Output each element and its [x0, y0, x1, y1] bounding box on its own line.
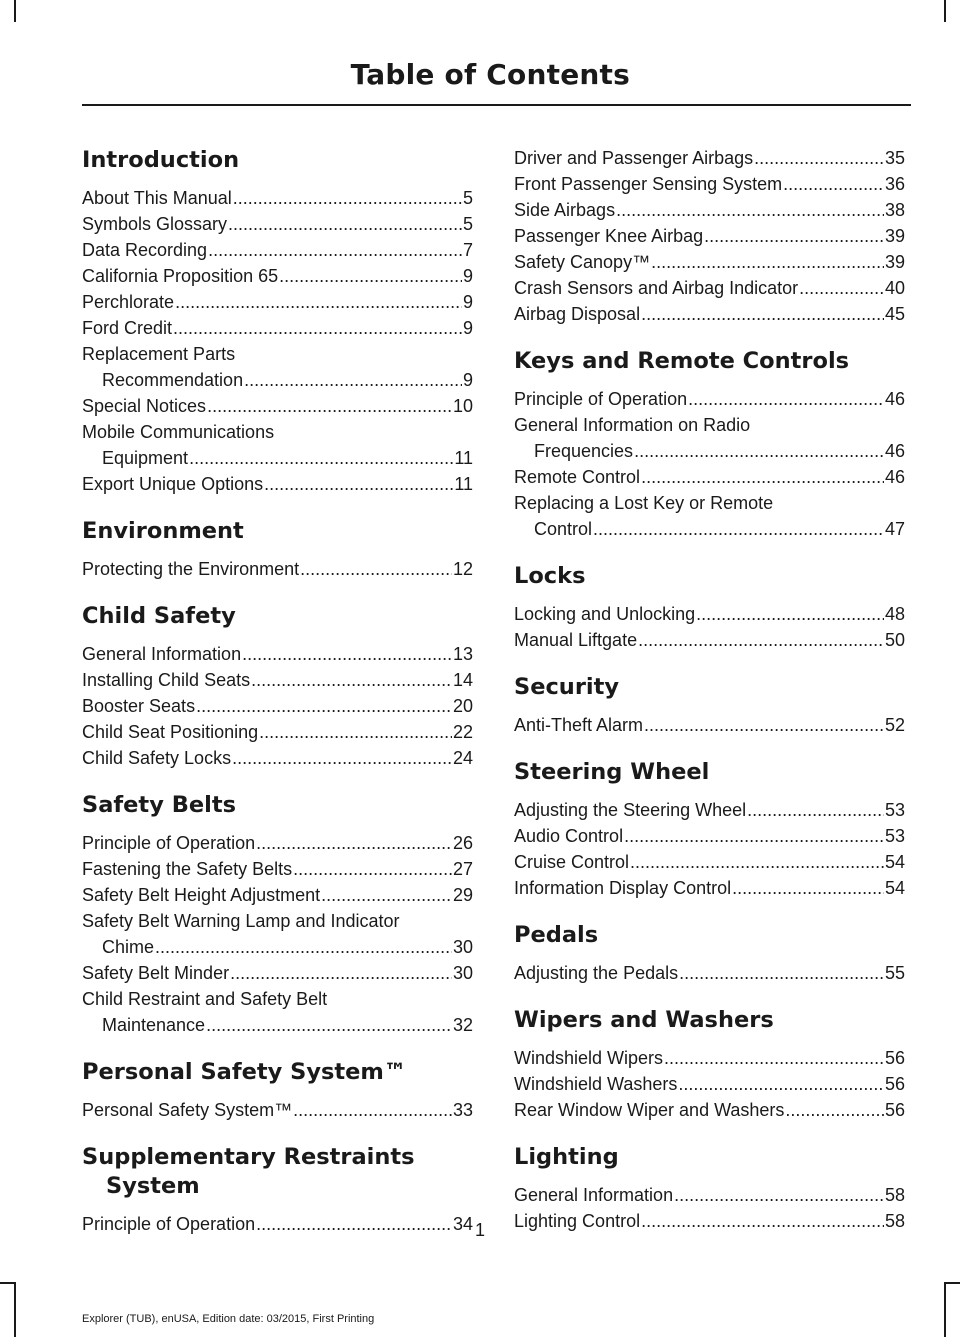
- toc-entry-windshield-wipers[interactable]: [514, 1045, 905, 1071]
- toc-entry-protecting-the-environment[interactable]: [82, 556, 473, 582]
- dot-leader: [641, 301, 884, 327]
- entry-title: Safety Belt Warning Lamp and Indicator: [82, 911, 400, 931]
- page-number: 1: [474, 1220, 485, 1240]
- entry-title: General Information: [82, 644, 242, 664]
- entry-page-number: 34: [452, 1214, 473, 1234]
- dot-leader: [644, 712, 884, 738]
- toc-entry-adjusting-the-pedals[interactable]: [514, 960, 905, 986]
- toc-entry-booster-seats[interactable]: [82, 693, 473, 719]
- toc-entry-driver-and-passenger-airbags[interactable]: [514, 145, 905, 171]
- entry-title: Adjusting the Steering Wheel: [514, 800, 747, 820]
- toc-section-child-safety: [82, 602, 473, 771]
- entry-title: Windshield Washers: [514, 1074, 678, 1094]
- toc-entry-anti-theft-alarm[interactable]: [514, 712, 905, 738]
- entry-title: Windshield Wipers: [514, 1048, 664, 1068]
- entry-page-number: 35: [884, 148, 905, 168]
- entry-page-number: 56: [884, 1074, 905, 1094]
- entry-title: Information Display Control: [514, 878, 732, 898]
- dot-leader: [754, 145, 884, 171]
- crop-mark-bottom-right-h: [944, 1282, 960, 1284]
- entry-page-number: 30: [452, 937, 473, 957]
- dot-leader: [251, 667, 452, 693]
- entry-title: Safety Belt Minder: [82, 963, 230, 983]
- entry-title: Crash Sensors and Airbag Indicator: [514, 278, 799, 298]
- entry-title: Driver and Passenger Airbags: [514, 148, 754, 168]
- section-heading: [514, 921, 905, 950]
- dot-leader: [155, 934, 452, 960]
- section-heading: [514, 673, 905, 702]
- entry-page-number: 14: [452, 670, 473, 690]
- entry-page-number: 11: [454, 448, 473, 468]
- section-heading: [82, 146, 473, 175]
- entry-title: Control: [534, 519, 593, 539]
- entry-title: California Proposition 65: [82, 266, 279, 286]
- dot-leader: [206, 1012, 452, 1038]
- entry-page-number: 58: [884, 1211, 905, 1231]
- toc-section-personal-safety-system: [82, 1058, 473, 1123]
- entry-title: Front Passenger Sensing System: [514, 174, 783, 194]
- entry-page-number: 39: [884, 252, 905, 272]
- toc-entry-front-passenger-sensing-system[interactable]: [514, 171, 905, 197]
- entry-page-number: 26: [452, 833, 473, 853]
- toc-entry-general-information[interactable]: [82, 641, 473, 667]
- dot-leader: [732, 875, 884, 901]
- section-heading: [514, 562, 905, 591]
- toc-section-security: [514, 673, 905, 738]
- entry-page-number: 50: [884, 630, 905, 650]
- dot-leader: [293, 1097, 452, 1123]
- entry-title: Personal Safety System™: [82, 1100, 293, 1120]
- toc-entry-remote-control[interactable]: [514, 464, 905, 490]
- toc-entry-side-airbags[interactable]: [514, 197, 905, 223]
- entry-title: Principle of Operation: [82, 833, 256, 853]
- toc-entry-fastening-the-safety-belts[interactable]: [82, 856, 473, 882]
- entry-page-number: 39: [884, 226, 905, 246]
- crop-mark-top-right: [944, 0, 946, 22]
- entry-page-number: 45: [884, 304, 905, 324]
- dot-leader: [242, 641, 452, 667]
- entry-title: Chime: [102, 937, 155, 957]
- toc-section-environment: [82, 517, 473, 582]
- entry-page-number: 40: [884, 278, 905, 298]
- entry-title: Recommendation: [102, 370, 244, 390]
- dot-leader: [259, 719, 452, 745]
- toc-entry-rear-window-wiper-and-washers[interactable]: [514, 1097, 905, 1123]
- dot-leader: [783, 171, 884, 197]
- toc-section-introduction: [82, 146, 473, 497]
- entry-page-number: 20: [452, 696, 473, 716]
- section-heading-text: Safety Belts: [82, 792, 236, 818]
- toc-entry-adjusting-the-steering-wheel[interactable]: [514, 797, 905, 823]
- entry-page-number: 58: [884, 1185, 905, 1205]
- entry-page-number: 22: [452, 722, 473, 742]
- dot-leader: [679, 960, 884, 986]
- entry-page-number: 46: [884, 441, 905, 461]
- toc-section-continued: [514, 145, 905, 327]
- crop-mark-top-left: [14, 0, 16, 22]
- title-divider: [82, 104, 911, 106]
- toc-entry-principle-of-operation[interactable]: [514, 386, 905, 412]
- dot-leader: [321, 882, 452, 908]
- entry-page-number: 56: [884, 1100, 905, 1120]
- entry-title: Remote Control: [514, 467, 641, 487]
- entry-title: Booster Seats: [82, 696, 196, 716]
- entry-page-number: 27: [452, 859, 473, 879]
- entry-title: Fastening the Safety Belts: [82, 859, 293, 879]
- toc-entry-windshield-washers[interactable]: [514, 1071, 905, 1097]
- dot-leader: [232, 745, 452, 771]
- entry-title: Ford Credit: [82, 318, 173, 338]
- dot-leader: [638, 627, 884, 653]
- entry-page-number: 24: [452, 748, 473, 768]
- entry-page-number: 52: [884, 715, 905, 735]
- entry-page-number: 53: [884, 826, 905, 846]
- toc-section-steering-wheel: [514, 758, 905, 901]
- dot-leader: [688, 386, 884, 412]
- section-heading-text: Environment: [82, 518, 244, 544]
- section-heading: [514, 1143, 905, 1172]
- dot-leader: [264, 471, 453, 497]
- entry-page-number: 36: [884, 174, 905, 194]
- entry-title: Replacement Parts: [82, 344, 236, 364]
- toc-left-column: [82, 146, 473, 1237]
- dot-leader: [696, 601, 884, 627]
- toc-right-column: [514, 145, 905, 1234]
- dot-leader: [785, 1097, 884, 1123]
- section-heading-text: Personal Safety System™: [82, 1059, 407, 1085]
- entry-title: Anti-Theft Alarm: [514, 715, 644, 735]
- entry-page-number: 46: [884, 467, 905, 487]
- entry-title: About This Manual: [82, 188, 232, 208]
- toc-entry-crash-sensors-and-airbag-indicator[interactable]: [514, 275, 905, 301]
- toc-section-locks: [514, 562, 905, 653]
- crop-mark-bottom-right-v: [944, 1282, 946, 1337]
- dot-leader: [233, 185, 462, 211]
- entry-page-number: 13: [452, 644, 473, 664]
- toc-entry-information-display-control[interactable]: [514, 875, 905, 901]
- toc-entry-airbag-disposal[interactable]: [514, 301, 905, 327]
- section-heading: [82, 1058, 473, 1087]
- dot-leader: [196, 693, 452, 719]
- entry-title: Export Unique Options: [82, 474, 264, 494]
- entry-title: Replacing a Lost Key or Remote: [514, 493, 774, 513]
- dot-leader: [173, 315, 462, 341]
- toc-entry-perchlorate[interactable]: [82, 289, 473, 315]
- toc-entry-general-information-on-radio[interactable]: [514, 412, 905, 464]
- entry-title: Special Notices: [82, 396, 207, 416]
- entry-page-number: 11: [454, 474, 473, 494]
- section-heading-text: Steering Wheel: [514, 759, 710, 785]
- footer-edition-info: Explorer (TUB), enUSA, Edition date: 03/2015, First Printing: [82, 1313, 375, 1325]
- dot-leader: [293, 856, 452, 882]
- dot-leader: [244, 367, 462, 393]
- entry-page-number: 38: [884, 200, 905, 220]
- dot-leader: [799, 275, 884, 301]
- toc-entry-installing-child-seats[interactable]: [82, 667, 473, 693]
- toc-section-wipers-and-washers: [514, 1006, 905, 1123]
- section-heading: [514, 1006, 905, 1035]
- toc-entry-safety-belt-minder[interactable]: [82, 960, 473, 986]
- toc-entry-safety-belt-height-adjustment[interactable]: [82, 882, 473, 908]
- dot-leader: [279, 263, 462, 289]
- toc-entry-replacement-parts[interactable]: [82, 341, 473, 393]
- entry-title: Maintenance: [102, 1015, 206, 1035]
- dot-leader: [593, 516, 884, 542]
- section-heading-text: Keys and Remote Controls: [514, 348, 850, 374]
- dot-leader: [634, 438, 884, 464]
- entry-page-number: 54: [884, 878, 905, 898]
- dot-leader: [208, 237, 462, 263]
- entry-title: Cruise Control: [514, 852, 630, 872]
- toc-entry-safety-belt-warning-lamp-and-indicator[interactable]: [82, 908, 473, 960]
- entry-page-number: 9: [462, 292, 473, 312]
- entry-page-number: 48: [884, 604, 905, 624]
- dot-leader: [175, 289, 462, 315]
- entry-page-number: 54: [884, 852, 905, 872]
- section-heading: [82, 791, 473, 820]
- section-heading-continued: System: [106, 1173, 200, 1199]
- entry-title: Principle of Operation: [82, 1214, 256, 1234]
- section-heading-text: Security: [514, 674, 620, 700]
- entry-page-number: 55: [884, 963, 905, 983]
- toc-entry-special-notices[interactable]: [82, 393, 473, 419]
- dot-leader: [630, 849, 884, 875]
- section-heading: [82, 602, 473, 631]
- entry-page-number: 30: [452, 963, 473, 983]
- toc-entry-audio-control[interactable]: [514, 823, 905, 849]
- entry-title: Safety Canopy™: [514, 252, 651, 272]
- entry-title: Protecting the Environment: [82, 559, 300, 579]
- entry-page-number: 12: [452, 559, 473, 579]
- page-title: Table of Contents: [350, 58, 630, 91]
- entry-page-number: 56: [884, 1048, 905, 1068]
- dot-leader: [704, 223, 884, 249]
- toc-entry-principle-of-operation[interactable]: [82, 830, 473, 856]
- section-heading-text: Pedals: [514, 922, 599, 948]
- toc-entry-passenger-knee-airbag[interactable]: [514, 223, 905, 249]
- toc-entry-safety-canopy[interactable]: [514, 249, 905, 275]
- toc-entry-data-recording[interactable]: [82, 237, 473, 263]
- toc-entry-locking-and-unlocking[interactable]: [514, 601, 905, 627]
- toc-entry-cruise-control[interactable]: [514, 849, 905, 875]
- entry-page-number: 10: [452, 396, 473, 416]
- section-heading-text: Introduction: [82, 147, 240, 173]
- entry-page-number: 46: [884, 389, 905, 409]
- dot-leader: [747, 797, 884, 823]
- dot-leader: [641, 464, 884, 490]
- dot-leader: [228, 211, 462, 237]
- toc-entry-symbols-glossary[interactable]: [82, 211, 473, 237]
- entry-page-number: 5: [462, 188, 473, 208]
- section-heading-text: Locks: [514, 563, 586, 589]
- section-heading-text: Wipers and Washers: [514, 1007, 774, 1033]
- toc-section-safety-belts: [82, 791, 473, 1038]
- entry-title: Safety Belt Height Adjustment: [82, 885, 321, 905]
- entry-title: Passenger Knee Airbag: [514, 226, 704, 246]
- entry-page-number: 53: [884, 800, 905, 820]
- entry-page-number: 7: [462, 240, 473, 260]
- section-heading: [514, 758, 905, 787]
- toc-entry-replacing-a-lost-key-or-remote[interactable]: [514, 490, 905, 542]
- entry-page-number: 33: [452, 1100, 473, 1120]
- toc-entry-child-seat-positioning[interactable]: [82, 719, 473, 745]
- dot-leader: [624, 823, 884, 849]
- crop-mark-bottom-left-h: [0, 1282, 16, 1284]
- entry-title: Child Seat Positioning: [82, 722, 259, 742]
- entry-title: Audio Control: [514, 826, 624, 846]
- toc-entry-export-unique-options[interactable]: [82, 471, 473, 497]
- toc-entry-personal-safety-system[interactable]: [82, 1097, 473, 1123]
- entry-title: Data Recording: [82, 240, 208, 260]
- dot-leader: [300, 556, 452, 582]
- section-heading: [82, 1143, 473, 1201]
- entry-title: General Information on Radio: [514, 415, 751, 435]
- entry-title: Frequencies: [534, 441, 634, 461]
- section-heading-text: Supplementary Restraints: [82, 1144, 415, 1170]
- entry-title: Symbols Glossary: [82, 214, 228, 234]
- entry-page-number: 9: [462, 266, 473, 286]
- entry-page-number: 47: [884, 519, 905, 539]
- toc-section-pedals: [514, 921, 905, 986]
- section-heading: [514, 347, 905, 376]
- entry-title: General Information: [514, 1185, 674, 1205]
- entry-title: Principle of Operation: [514, 389, 688, 409]
- toc-entry-mobile-communications[interactable]: [82, 419, 473, 471]
- toc-section-keys-and-remote-controls: [514, 347, 905, 542]
- entry-title: Airbag Disposal: [514, 304, 641, 324]
- toc-entry-child-restraint-and-safety-belt[interactable]: [82, 986, 473, 1038]
- toc-entry-california-proposition-65[interactable]: [82, 263, 473, 289]
- entry-page-number: 9: [462, 370, 473, 390]
- toc-entry-general-information[interactable]: [514, 1182, 905, 1208]
- dot-leader: [651, 249, 884, 275]
- entry-page-number: 9: [462, 318, 473, 338]
- entry-title: Rear Window Wiper and Washers: [514, 1100, 785, 1120]
- dot-leader: [256, 830, 452, 856]
- dot-leader: [678, 1071, 884, 1097]
- section-heading-text: Child Safety: [82, 603, 236, 629]
- dot-leader: [189, 445, 453, 471]
- entry-title: Adjusting the Pedals: [514, 963, 679, 983]
- entry-title: Child Restraint and Safety Belt: [82, 989, 328, 1009]
- dot-leader: [664, 1045, 884, 1071]
- entry-page-number: 5: [462, 214, 473, 234]
- toc-entry-manual-liftgate[interactable]: [514, 627, 905, 653]
- entry-title: Locking and Unlocking: [514, 604, 696, 624]
- entry-title: Mobile Communications: [82, 422, 275, 442]
- entry-title: Perchlorate: [82, 292, 175, 312]
- section-heading: [82, 517, 473, 546]
- toc-entry-child-safety-locks[interactable]: [82, 745, 473, 771]
- entry-title: Child Safety Locks: [82, 748, 232, 768]
- entry-title: Manual Liftgate: [514, 630, 638, 650]
- entry-page-number: 32: [452, 1015, 473, 1035]
- toc-entry-about-this-manual[interactable]: [82, 185, 473, 211]
- entry-title: Installing Child Seats: [82, 670, 251, 690]
- entry-title: Side Airbags: [514, 200, 616, 220]
- entry-page-number: 29: [452, 885, 473, 905]
- section-heading-text: Lighting: [514, 1144, 619, 1170]
- dot-leader: [207, 393, 452, 419]
- entry-title: Lighting Control: [514, 1211, 641, 1231]
- crop-mark-bottom-left-v: [14, 1282, 16, 1337]
- dot-leader: [616, 197, 884, 223]
- toc-entry-ford-credit[interactable]: [82, 315, 473, 341]
- dot-leader: [674, 1182, 884, 1208]
- dot-leader: [230, 960, 452, 986]
- entry-title: Equipment: [102, 448, 189, 468]
